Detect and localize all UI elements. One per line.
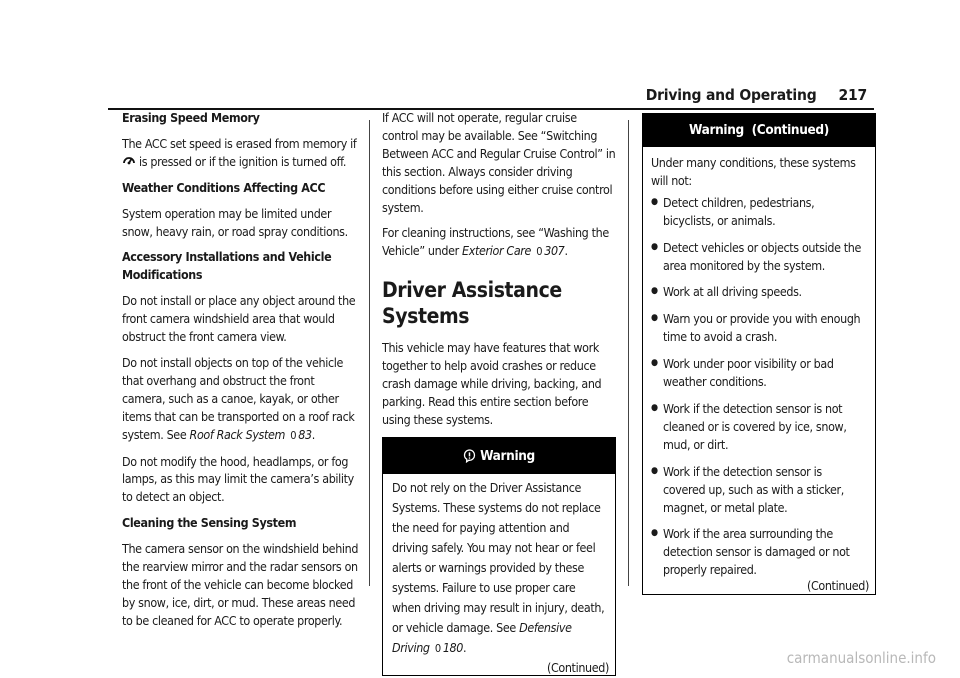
warning-text: Do not rely on the Driver Assistance Systems. These systems do not replace the need for paying attention and driving safely. You may not hear or feel alerts or warnings provided by these systems. Failure to use proper care when driving may result in injury, death, or vehicle damage. See: [392, 479, 605, 635]
acc-paragraph-2: [382, 224, 616, 261]
page-number: 217: [838, 86, 867, 104]
exterior-care-page[interactable]: 307: [544, 243, 565, 259]
accessory-heading: Accessory Installations and Vehicle Modifications: [122, 249, 332, 283]
warning-title: Warning: [480, 447, 535, 464]
acc-paragraph-1: If ACC will not operate, regular cruise control may be available. See “Switching Between ACC and Regular Cruise Control” in this section. Always consider driving conditions before using either cruise control system.: [382, 110, 616, 215]
warning-continued-box: [642, 113, 876, 595]
watermark: carmanualsonline.info: [786, 649, 936, 667]
accessory-paragraph-3: Do not modify the hood, headlamps, or fog lamps, as this may limit the camera’s ability to detect an object.: [122, 453, 354, 505]
defensive-driving-page[interactable]: 180: [442, 639, 464, 655]
roof-rack-page[interactable]: 83: [298, 426, 312, 442]
list-item: ● Work if the area surrounding the detection sensor is damaged or not properly repaired.: [651, 525, 867, 579]
cruise-control-icon: [122, 154, 136, 168]
accessory-paragraph-2: [122, 354, 359, 445]
page-header: [646, 86, 867, 104]
accessory-paragraph-1: Do not install or place any object around the front camera windshield area that would obstruct the front camera view.: [122, 293, 356, 345]
cleaning-paragraph: The camera sensor on the windshield behind the rearview mirror and the radar sensors on the front of the vehicle can become blocked by snow, ice, dirt, or mud. These areas need to be cleaned for ACC to operate properly.: [122, 541, 359, 628]
list-item: ● Work if the detection sensor is covered up, such as with a sticker, magnet, or metal plate.: [651, 463, 867, 517]
erasing-text-1: The ACC set speed is erased from memory if: [122, 135, 357, 151]
period: .: [564, 243, 568, 259]
roof-rack-link[interactable]: Roof Rack System: [189, 426, 286, 442]
defensive-driving-link[interactable]: Defensive Driving: [392, 619, 572, 655]
warning-body: [383, 474, 615, 663]
erasing-text-2: is pressed or if the ignition is turned off.: [139, 153, 347, 169]
list-item: ● Detect vehicles or objects outside the area monitored by the system.: [651, 239, 867, 275]
warning-header: [383, 438, 615, 474]
column-2: [382, 109, 616, 676]
accessory-p2-text: Do not install objects on top of the vehicle that overhang and obstruct the front camera, such as a canoe, kayak, or other items that can be transported on a roof rack system. See: [122, 354, 355, 442]
page-ref-arrow-icon: 0: [290, 428, 297, 442]
section-heading: Driver Assistance Systems: [382, 278, 562, 329]
acc-p2-text: For cleaning instructions, see “Washing the Vehicle” under: [382, 225, 609, 259]
column-divider-1: [369, 120, 370, 586]
erasing-paragraph: [122, 135, 359, 171]
warning-continued-header: Warning (Continued): [643, 114, 875, 147]
weather-paragraph: System operation may be limited under snow, heavy rain, or road spray conditions.: [122, 205, 348, 239]
list-item: ● Warn you or provide you with enough time to avoid a crash.: [651, 310, 867, 346]
list-item: ● Work if the detection sensor is not cleaned or is covered by ice, snow, mud, or dirt.: [651, 400, 867, 454]
warning-box: [382, 437, 616, 676]
cleaning-heading: Cleaning the Sensing System: [122, 515, 297, 531]
section-title-header: Driving and Operating: [645, 86, 817, 104]
section-intro: This vehicle may have features that work together to help avoid crashes or reduce crash damage while driving, backing, and parking. Read this entire section before using these systems.: [382, 340, 602, 427]
period: .: [311, 426, 315, 442]
warning-list: [643, 192, 875, 579]
page-ref-arrow-icon: 0: [434, 641, 441, 655]
page-ref-arrow-icon: 0: [536, 245, 543, 259]
column-divider-2: [628, 120, 629, 586]
list-item: ● Detect children, pedestrians, bicyclists, or animals.: [651, 194, 867, 230]
period: .: [463, 639, 467, 655]
continued-label: (Continued): [806, 578, 869, 594]
column-1: [122, 109, 359, 638]
exterior-care-link[interactable]: Exterior Care: [462, 243, 532, 259]
erasing-heading: Erasing Speed Memory: [122, 110, 260, 125]
list-item: ● Work under poor visibility or bad weather conditions.: [651, 355, 867, 391]
continued-label: (Continued): [546, 659, 609, 675]
warning-intro: Under many conditions, these systems will not:: [651, 155, 856, 188]
list-item: ● Work at all driving speeds.: [651, 283, 867, 301]
weather-heading: Weather Conditions Affecting ACC: [122, 179, 326, 195]
warning-icon: [463, 449, 476, 463]
